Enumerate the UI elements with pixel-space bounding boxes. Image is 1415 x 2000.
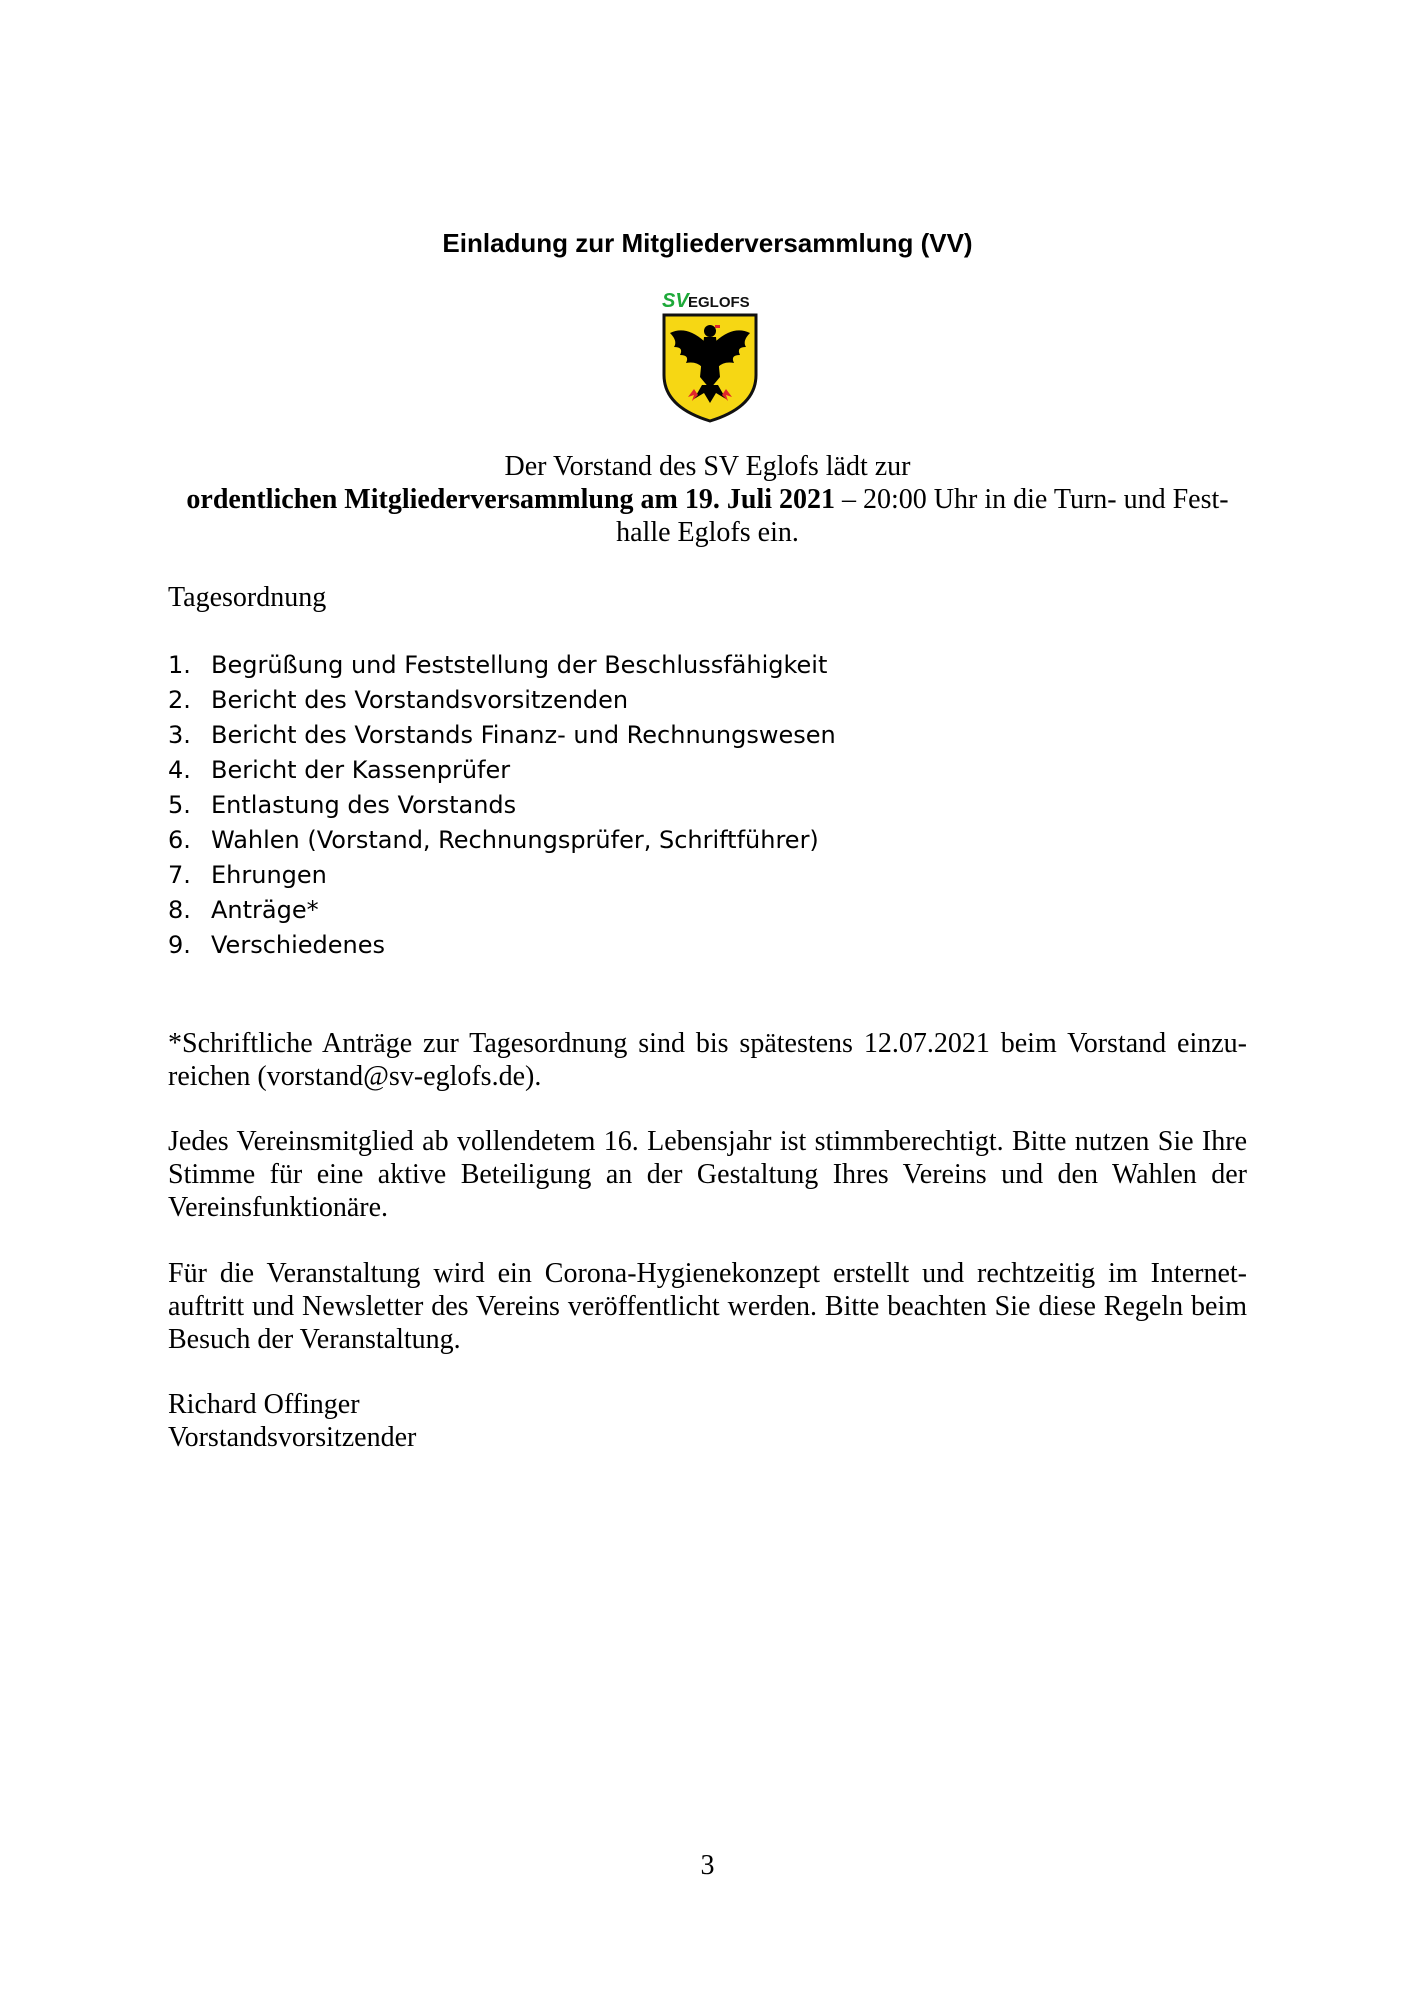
agenda-item <box>168 718 836 753</box>
invitation-intro <box>168 450 1247 549</box>
agenda-item-text: Wahlen (Vorstand, Rechnungsprüfer, Schriftführer) <box>211 826 819 854</box>
agenda-heading: Tagesordnung <box>168 582 327 613</box>
agenda-item <box>168 753 836 788</box>
agenda-item <box>168 683 836 718</box>
agenda-item-text: Entlastung des Vorstands <box>211 791 517 819</box>
signature-block <box>168 1388 416 1454</box>
logo-club-text: EGLOFS <box>688 294 750 311</box>
agenda-item-text: Ehrungen <box>211 861 327 889</box>
agenda-item-number: 7. <box>168 861 191 889</box>
document-title: Einladung zur Mitgliederversammlung (VV) <box>442 228 973 258</box>
voting-rights-paragraph: Jedes Vereinsmitglied ab vollendetem 16. Lebensjahr ist stimmberechtigt. Bitte nutzen Sie Ihre Stimme für eine aktive Beteiligung an der Gestaltung Ihres Vereins und den Wahlen der Vereinsfunktionäre. <box>168 1126 1247 1223</box>
signatory-role: Vorstandsvorsitzender <box>168 1422 417 1453</box>
agenda-item-number: 1. <box>168 651 191 679</box>
agenda-item <box>168 928 836 963</box>
agenda-item-text: Bericht der Kassenprüfer <box>211 756 511 784</box>
intro-line: Der Vorstand des SV Eglofs lädt zur <box>504 451 911 482</box>
meeting-date-bold: ordentlichen Mitgliederversammlung am 19. Juli 2021 <box>186 484 836 515</box>
agenda-item-text: Verschiedenes <box>211 931 386 959</box>
agenda-item <box>168 648 836 683</box>
logo-sv-text: SV <box>662 290 689 312</box>
agenda-item <box>168 858 836 893</box>
agenda-list <box>168 648 836 963</box>
agenda-item-text: Begrüßung und Feststellung der Beschlussfähigkeit <box>211 651 828 679</box>
agenda-item-number: 5. <box>168 791 191 819</box>
agenda-item-number: 4. <box>168 756 191 784</box>
agenda-item <box>168 788 836 823</box>
agenda-item-number: 8. <box>168 896 191 924</box>
sv-eglofs-logo <box>658 285 762 423</box>
agenda-item-number: 9. <box>168 931 191 959</box>
motions-deadline-paragraph: *Schriftliche Anträge zur Tagesordnung sind bis spätestens 12.07.2021 beim Vorstand einzu-reichen (vorstand@sv-eglofs.de). <box>168 1028 1247 1092</box>
agenda-item-number: 2. <box>168 686 191 714</box>
agenda-item <box>168 893 836 928</box>
page-number: 3 <box>700 1850 715 1881</box>
agenda-item-number: 6. <box>168 826 191 854</box>
hygiene-concept-paragraph: Für die Veranstaltung wird ein Corona-Hygienekonzept erstellt und rechtzeitig im Internet-auftritt und Newsletter des Vereins veröffentlicht werden. Bitte beachten Sie diese Regeln beim Besuch der Veranstaltung. <box>168 1258 1247 1355</box>
agenda-item-text: Anträge* <box>211 896 319 924</box>
agenda-item-number: 3. <box>168 721 191 749</box>
intro-meeting-line <box>168 483 1247 549</box>
signatory-name: Richard Offinger <box>168 1389 360 1420</box>
agenda-item-text: Bericht des Vorstandsvorsitzenden <box>211 686 629 714</box>
agenda-item <box>168 823 836 858</box>
meeting-time-place: – 20:00 Uhr in die Turn- und Fest-halle Eglofs ein. <box>616 484 1229 548</box>
agenda-item-text: Bericht des Vorstands Finanz- und Rechnungswesen <box>211 721 836 749</box>
